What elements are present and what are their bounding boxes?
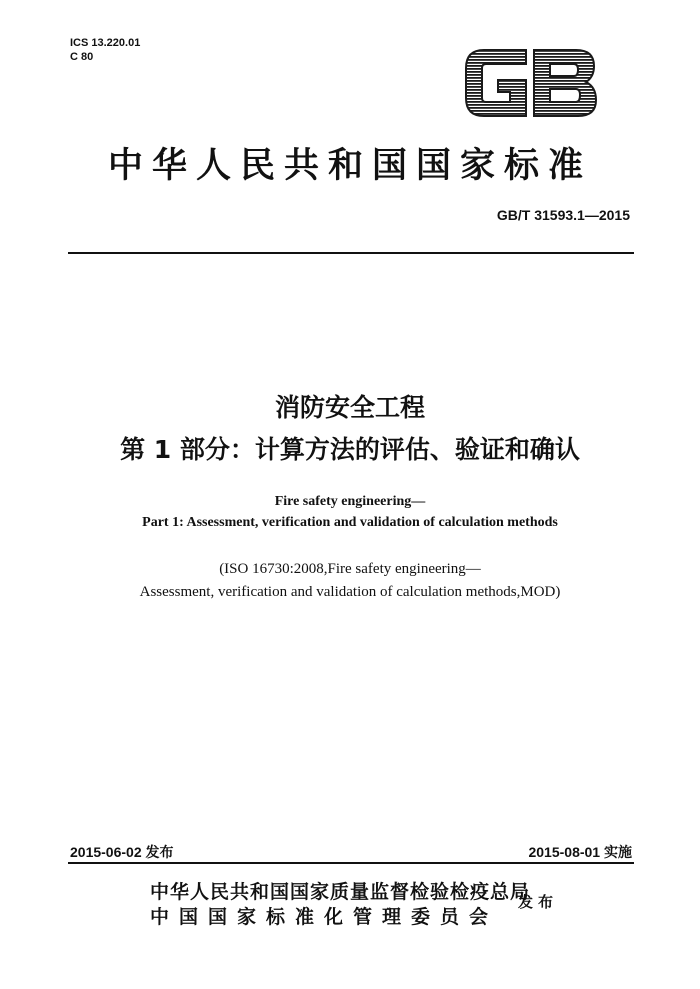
iso-reference-line2: Assessment, verification and validation of calculation methods,MOD) — [139, 584, 561, 600]
english-title-line1: Fire safety engineering— — [274, 494, 426, 509]
standard-title: 中华人民共和国国家标准 — [107, 146, 592, 186]
iso-reference-line1: (ISO 16730:2008,Fire safety engineering— — [219, 561, 481, 577]
bottom-divider — [68, 862, 634, 864]
standard-number: GB/T 31593.1—2015 — [496, 207, 630, 223]
gb-logo-b — [534, 50, 596, 116]
publish-label: 发布 — [518, 893, 559, 911]
issue-date: 2015-06-02 发布 — [70, 844, 174, 860]
ccs-code: C 80 — [70, 51, 94, 63]
top-divider — [68, 252, 634, 254]
chinese-title-line1: 消防安全工程 — [274, 393, 425, 422]
ics-code: ICS 13.220.01 — [70, 37, 141, 49]
chinese-title-line2: 第 1 部分：计算方法的评估、验证和确认 — [120, 435, 580, 464]
publisher-line2: 中国国家标准化管理委员会 — [150, 906, 499, 928]
english-title-line2: Part 1: Assessment, verification and validation of calculation methods — [142, 515, 558, 530]
gb-logo-g — [466, 50, 526, 116]
classification-codes — [70, 36, 140, 64]
publisher-line1: 中华人民共和国国家质量监督检验检疫总局 — [150, 881, 531, 903]
implementation-date: 2015-08-01 实施 — [528, 844, 632, 860]
gb-logo — [460, 44, 600, 122]
